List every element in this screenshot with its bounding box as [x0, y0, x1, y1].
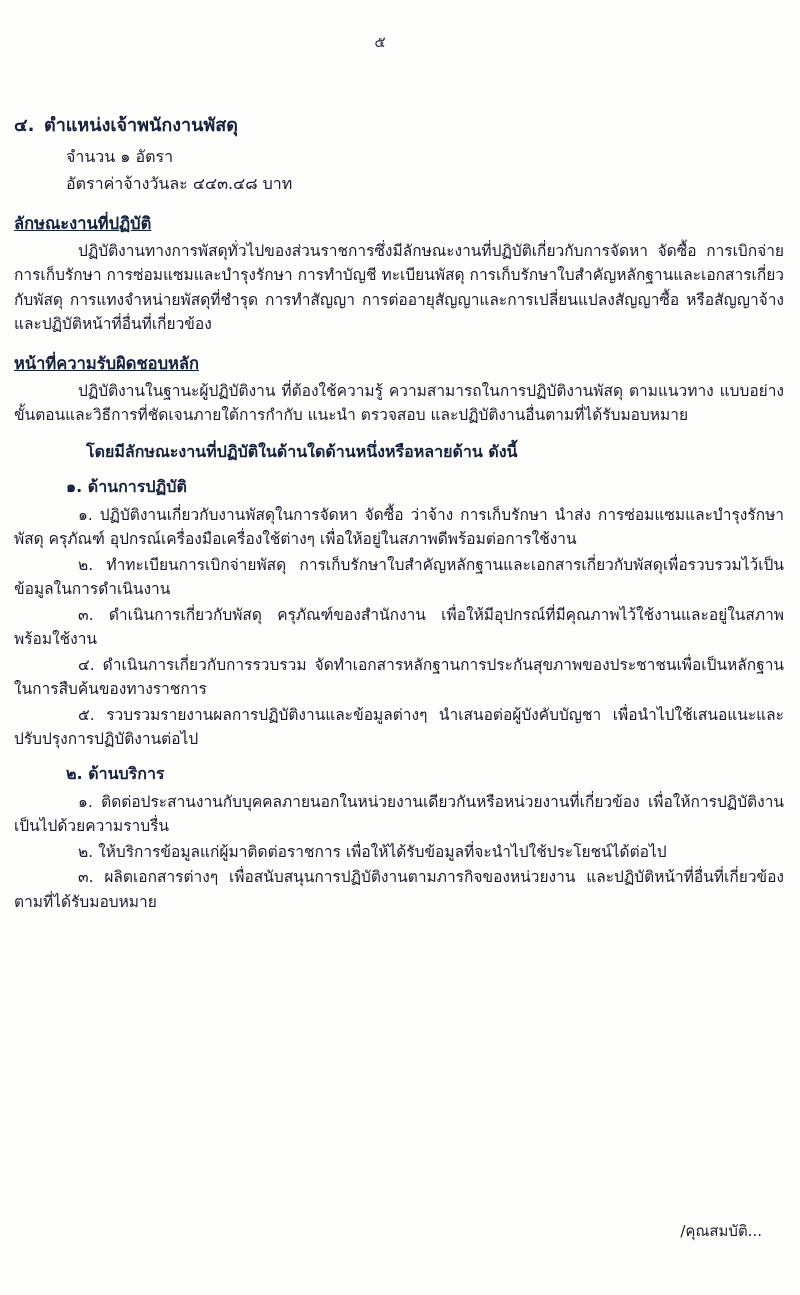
job-title: ตำแหน่งเจ้าพนักงานพัสดุ: [44, 115, 238, 136]
list-item: ๔. ดำเนินการเกี่ยวกับการรวบรวม จัดทำเอกสารหลักฐานการประกันสุขภาพของประชาชนเพื่อเป็นหลักฐานในการสืบค้นของทางราชการ: [14, 655, 784, 699]
section-body-duties: ปฏิบัติงานทางการพัสดุทั่วไปของส่วนราชการซึ่งมีลักษณะงานที่ปฏิบัติเกี่ยวกับการจัดหา จัดซื้อ การเบิกจ่าย การเก็บรักษา การซ่อมแซมและบำรุงรักษา การทำบัญชี ทะเบียนพัสดุ การเก็บรักษาใบสำคัญหลักฐานและเอกสารเกี่ยวกับพัสดุ การแทงจำหน่ายพัสดุที่ชำรุด การทำสัญญา การต่ออายุสัญญาและการเปลี่ยนแปลงสัญญาซื้อ หรือสัญญาจ้าง และปฏิบัติหน้าที่อื่นที่เกี่ยวข้อง: [14, 242, 784, 334]
list-item: ๓. ดำเนินการเกี่ยวกับพัสดุ ครุภัณฑ์ของสำนักงาน เพื่อให้มีอุปกรณ์ที่มีคุณภาพไว้ใช้งานและอยู่ในสภาพพร้อมใช้งาน: [14, 605, 784, 649]
list-item: ๒. ให้บริการข้อมูลแก่ผู้มาติดต่อราชการ เพื่อให้ได้รับข้อมูลที่จะนำไปใช้ประโยชน์ได้ต่อไป: [78, 842, 667, 861]
section-heading-duties: ลักษณะงานที่ปฏิบัติ: [14, 214, 152, 233]
section-heading-responsibilities: หน้าที่ความรับผิดชอบหลัก: [14, 353, 200, 373]
list-item: ๑. ติดต่อประสานงานกับบุคคลภายนอกในหน่วยงานเดียวกันหรือหน่วยงานที่เกี่ยวข้อง เพื่อให้การปฏิบัติงานเป็นไปด้วยความราบรื่น: [14, 792, 784, 836]
job-title-row: [14, 110, 784, 139]
list-item: ๕. รวบรวมรายงานผลการปฏิบัติงานและข้อมูลต่างๆ นำเสนอต่อผู้บังคับบัญชา เพื่อนำไปใช้เสนอแนะและปรับปรุงการปฏิบัติงานต่อไป: [14, 705, 784, 749]
lead-in-text: โดยมีลักษณะงานที่ปฏิบัติในด้านใดด้านหนึ่งหรือหลายด้าน ดังนี้: [86, 441, 518, 461]
footer-note: /คุณสมบัติ...: [680, 1222, 762, 1240]
list-item: ๑. ปฏิบัติงานเกี่ยวกับงานพัสดุในการจัดหา จัดซื้อ ว่าจ้าง การเก็บรักษา นำส่ง การซ่อมแซมและบำรุงรักษาพัสดุ ครุภัณฑ์ อุปกรณ์เครื่องมือเครื่องใช้ต่างๆ เพื่อให้อยู่ในสภาพดีพร้อมต่อการใช้งาน: [14, 505, 784, 549]
section-body-responsibilities: ปฏิบัติงานในฐานะผู้ปฏิบัติงาน ที่ต้องใช้ความรู้ ความสามารถในการปฏิบัติงานพัสดุ ตามแนวทาง แบบอย่าง ขั้นตอนและวิธีการที่ชัดเจนภายใต้การกำกับ แนะนำ ตรวจสอบ และปฏิบัติงานอื่นตามที่ได้รับมอบหมาย: [14, 381, 784, 425]
group-heading-practice: ๑. ด้านการปฏิบัติ: [66, 476, 187, 496]
document-body: [14, 110, 784, 915]
job-quantity: จำนวน ๑ อัตรา: [66, 147, 174, 166]
job-number: ๔.: [14, 115, 35, 136]
page-number: ๕: [374, 33, 386, 51]
list-item: ๓. ผลิตเอกสารต่างๆ เพื่อสนับสนุนการปฏิบัติงานตามภารกิจของหน่วยงาน และปฏิบัติหน้าที่อื่นที่เกี่ยวข้องตามที่ได้รับมอบหมาย: [14, 868, 784, 911]
list-item: ๒. ทำทะเบียนการเบิกจ่ายพัสดุ การเก็บรักษาใบสำคัญหลักฐานและเอกสารเกี่ยวกับพัสดุเพื่อรวบรวมไว้เป็นข้อมูลในการดำเนินงาน: [14, 555, 784, 599]
job-wage: อัตราค่าจ้างวันละ ๔๔๓.๔๘ บาท: [66, 174, 293, 193]
group-heading-service: ๒. ด้านบริการ: [66, 763, 165, 783]
